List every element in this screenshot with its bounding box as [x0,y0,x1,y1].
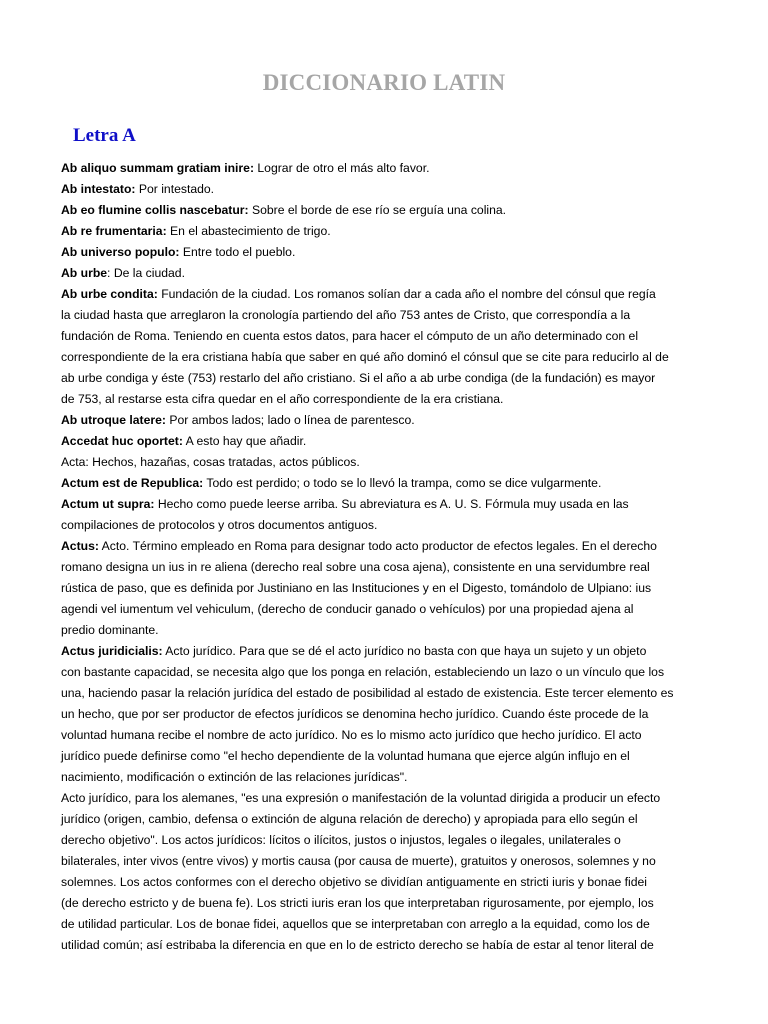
entry-term: Ab re frumentaria: [61,224,167,238]
entry-line [61,620,721,641]
entry-line [61,578,721,599]
entry-line [61,389,721,410]
entry-text: voluntad humana recibe el nombre de acto jurídico. No es lo mismo acto jurídico que hecho jurídico. El acto [61,728,642,742]
entry-term: Actus: [61,539,99,553]
entry-text: En el abastecimiento de trigo. [166,224,331,238]
entry-line [61,200,721,221]
section-heading-letra-a: Letra A [73,125,136,146]
entry-text: Lograr de otro el más alto favor. [254,161,430,175]
entry-text: Fundación de la ciudad. Los romanos solían dar a cada año el nombre del cónsul que regía [157,287,656,301]
entry-term: Ab urbe condita: [61,287,158,301]
entry-text: Hecho como puede leerse arriba. Su abreviatura es A. U. S. Fórmula muy usada en las [154,497,629,511]
entry-line [61,473,721,494]
entry-line [61,893,721,914]
entry-line [61,536,721,557]
entry-text: agendi vel iumentum vel vehiculum, (derecho de conducir ganado o vehículos) por una propiedad ajena al [61,602,634,616]
entry-text: derecho objetivo". Los actos jurídicos: lícitos o ilícitos, justos o injustos, legales o ilegales, unilaterales o [61,833,621,847]
entry-line [61,221,721,242]
entry-line [61,641,721,662]
entry-line [61,662,721,683]
entry-text: romano designa un ius in re aliena (derecho real sobre una cosa ajena), consistente en una servidumbre real [61,560,650,574]
entry-text: de 753, al restarse esta cifra quedar en el año correspondiente de la era cristiana. [61,392,504,406]
entry-line [61,935,721,956]
entry-text: Entre todo el pueblo. [179,245,296,259]
entry-text: Acto jurídico. Para que se dé el acto jurídico no basta con que haya un sujeto y un objeto [162,644,647,658]
entry-term: Accedat huc oportet: [61,434,183,448]
entry-line [61,263,721,284]
entry-text: Por ambos lados; lado o línea de parentesco. [165,413,415,427]
entry-line [61,557,721,578]
entry-line [61,788,721,809]
entry-line [61,494,721,515]
entry-line [61,683,721,704]
entry-text: ab urbe condiga y éste (753) restarlo del año cristiano. Si el año a ab urbe condiga (de la fundación) es mayor [61,371,656,385]
entry-text: A esto hay que añadir. [182,434,307,448]
entry-line [61,368,721,389]
entry-line [61,830,721,851]
entry-line [61,452,721,473]
entry-text: utilidad común; así estribaba la diferencia en que en lo de estricto derecho se había de estar al tenor literal de [61,938,654,952]
entry-term: Actum ut supra: [61,497,155,511]
entry-line [61,347,721,368]
entry-line [61,326,721,347]
entry-text: Acto jurídico, para los alemanes, "es una expresión o manifestación de la voluntad dirigida a producir un efecto [61,791,661,805]
entry-text: con bastante capacidad, se necesita algo que los ponga en relación, estableciendo un lazo o un vínculo que los [61,665,665,679]
entry-term: Actum est de Republica: [61,476,204,490]
entry-line [61,809,721,830]
entry-text: rústica de paso, que es definida por Justiniano en las Instituciones y en el Digesto, tomándolo de Ulpiano: ius [61,581,652,595]
entry-text: Acta: Hechos, hazañas, cosas tratadas, actos públicos. [61,455,360,469]
entry-text: de utilidad particular. Los de bonae fidei, aquellos que se interpretaban con arreglo a la equidad, como los de [61,917,650,931]
entry-line [61,242,721,263]
entry-text: predio dominante. [61,623,159,637]
entry-term: Ab universo populo: [61,245,180,259]
entry-line [61,872,721,893]
entry-line [61,599,721,620]
entry-text: jurídico puede definirse como "el hecho dependiente de la voluntad humana que ejerce algún influjo en el [61,749,630,763]
entry-line [61,704,721,725]
entry-text: bilaterales, inter vivos (entre vivos) y mortis causa (por causa de muerte), gratuitos y onerosos, solemnes y no [61,854,656,868]
dictionary-entries [61,158,721,956]
entry-line [61,851,721,872]
entry-term: Ab urbe [61,266,108,280]
entry-text: Por intestado. [135,182,215,196]
entry-line [61,158,721,179]
entry-line [61,431,721,452]
entry-text: una, haciendo pasar la relación jurídica del estado de posibilidad al estado de existencia. Este tercer elemento es [61,686,674,700]
document-title: DICCIONARIO LATIN [262,70,506,95]
entry-line [61,305,721,326]
entry-text: Sobre el borde de ese río se erguía una colina. [248,203,507,217]
entry-text: un hecho, que por ser productor de efectos jurídicos se denomina hecho jurídico. Cuando éste procede de la [61,707,649,721]
entry-text: Todo est perdido; o todo se lo llevó la trampa, como se dice vulgarmente. [203,476,602,490]
entry-text: (de derecho estricto y de buena fe). Los stricti iuris eran los que interpretaban rigurosamente, por ejemplo, los [61,896,654,910]
entry-line [61,179,721,200]
entry-text: : De la ciudad. [107,266,185,280]
entry-text: Acto. Término empleado en Roma para designar todo acto productor de efectos legales. En el derecho [98,539,657,553]
entry-text: jurídico (origen, cambio, defensa o extinción de alguna relación de derecho) y apropiada para ello según el [61,812,638,826]
entry-line [61,284,721,305]
entry-text: nacimiento, modificación o extinción de las relaciones jurídicas". [61,770,408,784]
entry-text: la ciudad hasta que arreglaron la cronología partiendo del año 753 antes de Cristo, que correspondía a la [61,308,631,322]
entry-text: fundación de Roma. Teniendo en cuenta estos datos, para hacer el cómputo de un año determinado con el [61,329,639,343]
entry-term: Ab intestato: [61,182,136,196]
entry-line [61,725,721,746]
entry-text: correspondiente de la era cristiana había que saber en qué año dominó el cónsul que se cite para reducirlo al de [61,350,669,364]
entry-line [61,410,721,431]
entry-term: Actus juridicialis: [61,644,163,658]
entry-term: Ab eo flumine collis nascebatur: [61,203,249,217]
entry-text: solemnes. Los actos conformes con el derecho objetivo se dividían antiguamente en stricti iuris y bonae fidei [61,875,647,889]
entry-line [61,914,721,935]
entry-line [61,515,721,536]
entry-text: compilaciones de protocolos y otros documentos antiguos. [61,518,378,532]
entry-line [61,767,721,788]
entry-term: Ab utroque latere: [61,413,166,427]
entry-line [61,746,721,767]
entry-term: Ab aliquo summam gratiam inire: [61,161,255,175]
